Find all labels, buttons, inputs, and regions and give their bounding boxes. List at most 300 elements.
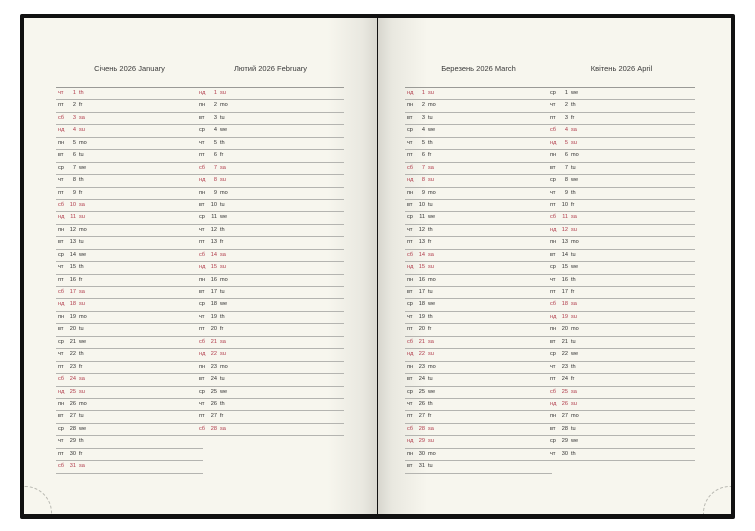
day-row	[405, 163, 552, 175]
weekday-ua: вт	[199, 289, 205, 295]
weekday-en: fr	[571, 376, 575, 383]
weekday-ua: нд	[199, 177, 206, 184]
day-row	[405, 411, 552, 423]
weekday-ua: сб	[550, 214, 557, 221]
day-number: 20	[69, 326, 76, 333]
day-number: 3	[564, 114, 568, 121]
weekday-en: mo	[428, 450, 436, 457]
weekday-en: mo	[220, 102, 228, 109]
day-number: 27	[210, 413, 217, 420]
day-number: 4	[72, 127, 76, 134]
weekday-en: tu	[220, 289, 225, 295]
weekday-ua: пн	[58, 400, 65, 407]
day-number: 23	[69, 363, 76, 370]
weekday-ua: пт	[550, 376, 556, 383]
weekday-ua: вт	[407, 201, 413, 208]
weekday-ua: сб	[407, 251, 414, 258]
weekday-ua: пн	[550, 413, 557, 420]
day-row	[56, 175, 203, 187]
month-february	[197, 58, 344, 436]
day-row	[56, 262, 203, 274]
day-number: 5	[213, 139, 217, 146]
weekday-en: su	[79, 301, 85, 308]
day-number: 12	[69, 226, 76, 233]
weekday-en: su	[220, 90, 226, 96]
day-row	[56, 299, 203, 311]
day-row	[405, 349, 552, 361]
day-number: 9	[72, 189, 76, 196]
weekday-en: sa	[79, 289, 85, 295]
day-row	[56, 150, 203, 162]
day-number: 1	[213, 90, 217, 96]
weekday-en: mo	[428, 363, 436, 370]
weekday-ua: пт	[58, 102, 64, 109]
weekday-ua: ср	[58, 338, 64, 345]
weekday-ua: нд	[199, 90, 206, 96]
day-number: 6	[421, 152, 425, 159]
day-number: 11	[419, 214, 425, 221]
day-number: 17	[210, 289, 217, 295]
weekday-en: th	[79, 90, 84, 96]
day-number: 11	[211, 214, 217, 221]
weekday-en: sa	[428, 338, 434, 345]
day-number: 23	[418, 363, 425, 370]
day-row	[548, 88, 695, 100]
weekday-ua: сб	[550, 388, 557, 395]
day-number: 17	[561, 289, 568, 295]
weekday-ua: ср	[199, 388, 205, 395]
day-row	[548, 200, 695, 212]
month-title: Квітень 2026 April	[548, 58, 695, 88]
weekday-en: we	[79, 164, 87, 171]
day-number: 16	[418, 276, 425, 283]
weekday-ua: пн	[407, 189, 414, 196]
weekday-ua: пт	[407, 152, 413, 159]
weekday-en: tu	[571, 338, 576, 345]
day-row	[548, 262, 695, 274]
weekday-ua: ср	[550, 177, 556, 184]
day-number: 22	[210, 351, 217, 358]
day-row	[197, 399, 344, 411]
weekday-en: fr	[428, 326, 432, 333]
day-row	[405, 374, 552, 386]
weekday-ua: сб	[407, 338, 414, 345]
day-row	[56, 436, 203, 448]
weekday-ua: чт	[199, 226, 205, 233]
day-row	[548, 150, 695, 162]
day-row	[405, 424, 552, 436]
day-number: 18	[210, 301, 217, 308]
weekday-en: su	[428, 90, 434, 96]
day-row	[405, 125, 552, 137]
day-row	[405, 436, 552, 448]
weekday-ua: ср	[58, 164, 64, 171]
page-corner-ornament	[703, 486, 731, 514]
weekday-ua: вт	[199, 376, 205, 383]
weekday-en: tu	[79, 326, 84, 333]
weekday-ua: пт	[58, 276, 64, 283]
weekday-ua: вт	[407, 289, 413, 295]
day-row	[405, 250, 552, 262]
day-row	[56, 125, 203, 137]
day-row	[405, 212, 552, 224]
day-row	[56, 163, 203, 175]
day-number: 1	[421, 90, 425, 96]
day-row	[56, 212, 203, 224]
weekday-ua: пн	[407, 363, 414, 370]
day-number: 25	[69, 388, 76, 395]
day-number: 25	[210, 388, 217, 395]
day-row	[405, 100, 552, 112]
weekday-ua: пт	[58, 363, 64, 370]
weekday-ua: чт	[58, 90, 64, 96]
day-number: 15	[561, 264, 568, 271]
weekday-en: sa	[220, 425, 226, 432]
weekday-ua: сб	[199, 425, 206, 432]
month-march	[405, 58, 552, 474]
day-number: 12	[418, 226, 425, 233]
weekday-en: su	[428, 177, 434, 184]
weekday-ua: пт	[550, 289, 556, 295]
day-row	[548, 212, 695, 224]
weekday-en: fr	[428, 413, 432, 420]
day-row	[56, 324, 203, 336]
weekday-en: sa	[220, 338, 226, 345]
weekday-en: sa	[571, 301, 577, 308]
weekday-en: we	[220, 301, 228, 308]
day-row	[405, 237, 552, 249]
weekday-en: mo	[220, 276, 228, 283]
weekday-en: sa	[79, 376, 85, 383]
day-number: 17	[418, 289, 425, 295]
day-number: 15	[418, 264, 425, 271]
day-row	[56, 449, 203, 461]
weekday-en: th	[220, 139, 225, 146]
weekday-ua: пн	[550, 239, 557, 246]
weekday-en: th	[79, 438, 84, 445]
weekday-ua: вт	[58, 413, 64, 420]
day-number: 5	[421, 139, 425, 146]
weekday-en: th	[220, 226, 225, 233]
day-number: 31	[418, 463, 425, 470]
day-number: 20	[210, 326, 217, 333]
day-row	[197, 237, 344, 249]
weekday-ua: пт	[199, 152, 205, 159]
weekday-en: fr	[79, 276, 83, 283]
weekday-en: mo	[571, 239, 579, 246]
weekday-en: th	[571, 189, 576, 196]
weekday-en: we	[571, 351, 579, 358]
weekday-en: th	[428, 313, 433, 320]
day-row	[405, 399, 552, 411]
weekday-en: su	[79, 127, 85, 134]
day-number: 13	[561, 239, 568, 246]
weekday-en: sa	[428, 251, 434, 258]
weekday-en: mo	[220, 363, 228, 370]
day-row	[197, 200, 344, 212]
weekday-ua: пн	[550, 326, 557, 333]
day-row	[405, 262, 552, 274]
day-number: 24	[69, 376, 76, 383]
weekday-en: th	[428, 400, 433, 407]
weekday-en: mo	[79, 400, 87, 407]
weekday-en: we	[428, 301, 436, 308]
planner-spread	[20, 14, 735, 519]
day-row	[548, 349, 695, 361]
day-row	[56, 287, 203, 299]
weekday-en: mo	[79, 139, 87, 146]
weekday-ua: пн	[58, 313, 65, 320]
day-number: 10	[418, 201, 425, 208]
weekday-ua: пн	[407, 102, 414, 109]
weekday-en: fr	[571, 114, 575, 121]
weekday-en: we	[428, 127, 436, 134]
weekday-ua: вт	[407, 463, 413, 470]
weekday-ua: пн	[407, 276, 414, 283]
weekday-en: we	[220, 127, 228, 134]
day-number: 18	[561, 301, 568, 308]
weekday-ua: пт	[407, 413, 413, 420]
day-number: 29	[69, 438, 76, 445]
weekday-en: we	[571, 264, 579, 271]
day-number: 22	[418, 351, 425, 358]
weekday-ua: вт	[58, 326, 64, 333]
weekday-ua: пт	[407, 326, 413, 333]
day-number: 1	[564, 90, 568, 96]
day-row	[197, 88, 344, 100]
day-row	[197, 188, 344, 200]
weekday-en: tu	[428, 289, 433, 295]
weekday-ua: нд	[199, 264, 206, 271]
day-number: 23	[210, 363, 217, 370]
day-number: 12	[210, 226, 217, 233]
weekday-ua: ср	[550, 438, 556, 445]
weekday-en: fr	[571, 201, 575, 208]
month-title: Березень 2026 March	[405, 58, 552, 88]
day-row	[548, 299, 695, 311]
weekday-en: th	[428, 226, 433, 233]
weekday-en: fr	[571, 289, 575, 295]
day-number: 26	[418, 400, 425, 407]
day-number: 30	[69, 450, 76, 457]
day-row	[548, 436, 695, 448]
weekday-en: tu	[79, 152, 84, 159]
weekday-en: we	[79, 251, 87, 258]
weekday-en: su	[571, 226, 577, 233]
day-row	[197, 100, 344, 112]
day-number: 23	[561, 363, 568, 370]
weekday-en: su	[220, 351, 226, 358]
left-page	[24, 18, 377, 514]
day-row	[405, 225, 552, 237]
day-number: 8	[72, 177, 76, 184]
day-number: 5	[564, 139, 568, 146]
day-number: 16	[561, 276, 568, 283]
day-number: 15	[69, 264, 76, 271]
day-row	[405, 324, 552, 336]
day-row	[56, 188, 203, 200]
day-row	[548, 374, 695, 386]
day-row	[56, 237, 203, 249]
day-row	[548, 125, 695, 137]
day-row	[197, 262, 344, 274]
weekday-en: tu	[428, 201, 433, 208]
weekday-en: fr	[428, 152, 432, 159]
day-list	[405, 88, 552, 474]
weekday-en: mo	[571, 152, 579, 159]
day-row	[197, 175, 344, 187]
day-number: 10	[210, 201, 217, 208]
weekday-ua: пн	[199, 276, 206, 283]
day-number: 24	[561, 376, 568, 383]
day-number: 29	[561, 438, 568, 445]
weekday-en: su	[428, 351, 434, 358]
day-row	[56, 362, 203, 374]
day-number: 4	[421, 127, 425, 134]
day-number: 25	[561, 388, 568, 395]
weekday-en: fr	[220, 326, 224, 333]
day-row	[56, 250, 203, 262]
weekday-ua: чт	[407, 400, 413, 407]
day-number: 12	[561, 226, 568, 233]
weekday-en: th	[79, 177, 84, 184]
weekday-ua: чт	[550, 450, 556, 457]
weekday-en: tu	[220, 114, 225, 121]
day-number: 28	[69, 425, 76, 432]
day-row	[548, 250, 695, 262]
weekday-ua: нд	[58, 214, 65, 221]
day-number: 28	[210, 425, 217, 432]
weekday-en: tu	[428, 376, 433, 383]
weekday-ua: сб	[58, 289, 65, 295]
weekday-en: tu	[79, 413, 84, 420]
day-row	[548, 449, 695, 461]
day-row	[405, 188, 552, 200]
weekday-ua: ср	[199, 301, 205, 308]
day-row	[197, 324, 344, 336]
weekday-ua: пн	[58, 226, 65, 233]
weekday-ua: нд	[550, 226, 557, 233]
day-number: 28	[561, 425, 568, 432]
day-number: 15	[210, 264, 217, 271]
weekday-ua: чт	[58, 177, 64, 184]
day-row	[405, 461, 552, 473]
day-row	[56, 424, 203, 436]
day-number: 13	[210, 239, 217, 246]
day-list	[548, 88, 695, 461]
weekday-en: mo	[571, 413, 579, 420]
weekday-ua: чт	[550, 189, 556, 196]
weekday-ua: нд	[58, 388, 65, 395]
day-row	[405, 449, 552, 461]
day-row	[197, 163, 344, 175]
day-row	[548, 100, 695, 112]
weekday-en: th	[571, 363, 576, 370]
weekday-ua: сб	[199, 338, 206, 345]
weekday-ua: нд	[58, 301, 65, 308]
day-number: 3	[213, 114, 217, 121]
weekday-ua: чт	[199, 313, 205, 320]
weekday-ua: вт	[58, 152, 64, 159]
day-list	[56, 88, 203, 474]
day-row	[548, 399, 695, 411]
day-row	[197, 225, 344, 237]
day-row	[56, 275, 203, 287]
weekday-ua: пт	[199, 413, 205, 420]
weekday-ua: вт	[550, 164, 556, 171]
weekday-ua: чт	[550, 276, 556, 283]
weekday-ua: пт	[58, 450, 64, 457]
weekday-ua: чт	[550, 102, 556, 109]
day-number: 27	[561, 413, 568, 420]
weekday-en: mo	[220, 189, 228, 196]
day-number: 5	[72, 139, 76, 146]
day-row	[197, 113, 344, 125]
day-number: 14	[69, 251, 76, 258]
day-row	[197, 387, 344, 399]
day-row	[548, 175, 695, 187]
day-row	[56, 200, 203, 212]
weekday-ua: сб	[58, 376, 65, 383]
weekday-ua: пт	[550, 201, 556, 208]
weekday-en: th	[220, 400, 225, 407]
weekday-ua: вт	[199, 114, 205, 121]
day-number: 26	[69, 400, 76, 407]
day-row	[548, 424, 695, 436]
day-number: 6	[213, 152, 217, 159]
day-number: 20	[561, 326, 568, 333]
weekday-en: th	[571, 276, 576, 283]
day-row	[197, 150, 344, 162]
weekday-en: mo	[428, 276, 436, 283]
day-number: 10	[561, 201, 568, 208]
day-number: 24	[418, 376, 425, 383]
day-row	[56, 411, 203, 423]
weekday-ua: сб	[407, 164, 414, 171]
weekday-en: we	[571, 177, 579, 184]
weekday-ua: вт	[58, 239, 64, 246]
weekday-ua: чт	[550, 363, 556, 370]
day-number: 26	[210, 400, 217, 407]
weekday-en: su	[220, 177, 226, 184]
day-number: 13	[418, 239, 425, 246]
day-number: 29	[418, 438, 425, 445]
weekday-en: tu	[571, 251, 576, 258]
day-number: 18	[69, 301, 76, 308]
weekday-en: su	[428, 264, 434, 271]
day-number: 26	[561, 400, 568, 407]
day-row	[405, 337, 552, 349]
day-row	[56, 399, 203, 411]
day-number: 3	[421, 114, 425, 121]
day-number: 22	[69, 351, 76, 358]
weekday-en: fr	[79, 102, 83, 109]
weekday-en: sa	[79, 463, 85, 470]
day-number: 18	[418, 301, 425, 308]
weekday-ua: пт	[199, 239, 205, 246]
day-number: 8	[213, 177, 217, 184]
weekday-en: su	[79, 388, 85, 395]
weekday-en: mo	[428, 102, 436, 109]
weekday-en: mo	[428, 189, 436, 196]
weekday-en: su	[571, 139, 577, 146]
day-number: 21	[561, 338, 568, 345]
day-number: 19	[210, 313, 217, 320]
weekday-ua: ср	[407, 388, 413, 395]
day-number: 25	[418, 388, 425, 395]
weekday-en: sa	[79, 201, 85, 208]
weekday-en: su	[571, 400, 577, 407]
